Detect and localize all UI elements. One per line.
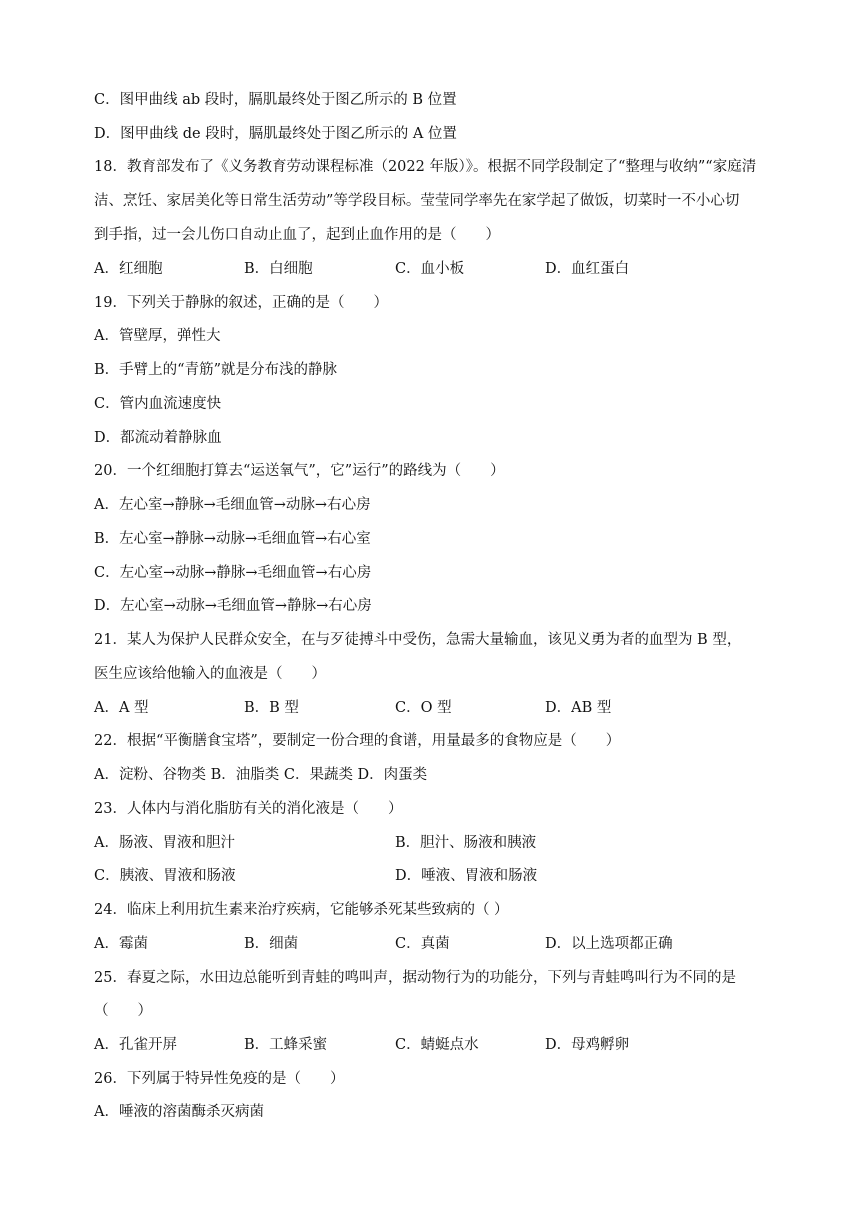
q18-option-d: D．血红蛋白 (545, 261, 630, 277)
q18-stem-line-3: 到手指，过一会儿伤口自动止血了，起到止血作用的是（ ） (94, 227, 500, 243)
q25-stem-line-1: 25．春夏之际，水田边总能听到青蛙的鸣叫声，据动物行为的功能分，下列与青蛙鸣叫行为不同的是 (94, 970, 736, 986)
q25-option-b: B．工蜂采蜜 (244, 1037, 328, 1053)
q26-stem: 26．下列属于特异性免疫的是（ ） (94, 1071, 345, 1087)
q20-stem: 20．一个红细胞打算去“运送氧气”，它”运行”的路线为（ ） (94, 463, 505, 479)
q22-stem: 22．根据“平衡膳食宝塔”，要制定一份合理的食谱，用量最多的食物应是（ ） (94, 733, 621, 749)
q17-option-d: D．图甲曲线 de 段时，膈肌最终处于图乙所示的 A 位置 (94, 126, 457, 142)
q19-stem: 19．下列关于静脉的叙述，正确的是（ ） (94, 295, 388, 311)
q24-option-a: A．霉菌 (94, 936, 148, 952)
q24-option-c: C．真菌 (395, 936, 450, 952)
q21-option-c: C．O 型 (395, 700, 452, 716)
q21-stem-line-2: 医生应该给他输入的血液是（ ） (94, 666, 326, 682)
q19-option-c: C．管内血流速度快 (94, 396, 222, 412)
q21-option-b: B．B 型 (244, 700, 299, 716)
q19-option-b: B．手臂上的“青筋”就是分布浅的静脉 (94, 362, 337, 378)
q24-option-b: B．细菌 (244, 936, 299, 952)
q23-option-b: B．胆汁、肠液和胰液 (395, 835, 537, 851)
q21-stem-line-1: 21．某人为保护人民群众安全，在与歹徒搏斗中受伤，急需大量输血，该见义勇为者的血型为 B 型， (94, 632, 742, 648)
q18-stem-line-2: 洁、烹饪、家居美化等日常生活劳动”等学段目标。莹莹同学率先在家学起了做饭，切菜时一不小心切 (94, 193, 740, 209)
q20-option-b: B．左心室→静脉→动脉→毛细血管→右心室 (94, 531, 371, 547)
q22-options: A．淀粉、谷物类 B．油脂类 C．果蔬类 D．肉蛋类 (94, 767, 428, 783)
q25-stem-line-2: （ ） (94, 1003, 152, 1019)
q17-option-c: C．图甲曲线 ab 段时，膈肌最终处于图乙所示的 B 位置 (94, 92, 457, 108)
q20-option-a: A．左心室→静脉→毛细血管→动脉→右心房 (94, 497, 371, 513)
q23-option-d: D．唾液、胃液和肠液 (395, 868, 538, 884)
q25-option-c: C．蜻蜓点水 (395, 1037, 479, 1053)
q25-option-d: D．母鸡孵卵 (545, 1037, 630, 1053)
q18-option-c: C．血小板 (395, 261, 465, 277)
q20-option-c: C．左心室→动脉→静脉→毛细血管→右心房 (94, 565, 372, 581)
q23-option-c: C．胰液、胃液和肠液 (94, 868, 236, 884)
q25-option-a: A．孔雀开屏 (94, 1037, 177, 1053)
q18-option-a: A．红细胞 (94, 261, 163, 277)
q24-option-d: D．以上选项都正确 (545, 936, 673, 952)
q23-option-a: A．肠液、胃液和胆汁 (94, 835, 235, 851)
q21-option-a: A．A 型 (94, 700, 149, 716)
q26-option-a: A．唾液的溶菌酶杀灭病菌 (94, 1104, 264, 1120)
q18-stem-line-1: 18．教育部发布了《义务教育劳动课程标准（2022 年版）》。根据不同学段制定了“整理与收纳”“家庭清 (94, 159, 757, 175)
q19-option-a: A．管壁厚，弹性大 (94, 328, 221, 344)
q23-stem: 23．人体内与消化脂肪有关的消化液是（ ） (94, 801, 403, 817)
q19-option-d: D．都流动着静脉血 (94, 430, 222, 446)
q20-option-d: D．左心室→动脉→毛细血管→静脉→右心房 (94, 598, 372, 614)
q24-stem: 24．临床上利用抗生素来治疗疾病，它能够杀死某些致病的（ ） (94, 902, 509, 918)
q21-option-d: D．AB 型 (545, 700, 612, 716)
q18-option-b: B．白细胞 (244, 261, 313, 277)
